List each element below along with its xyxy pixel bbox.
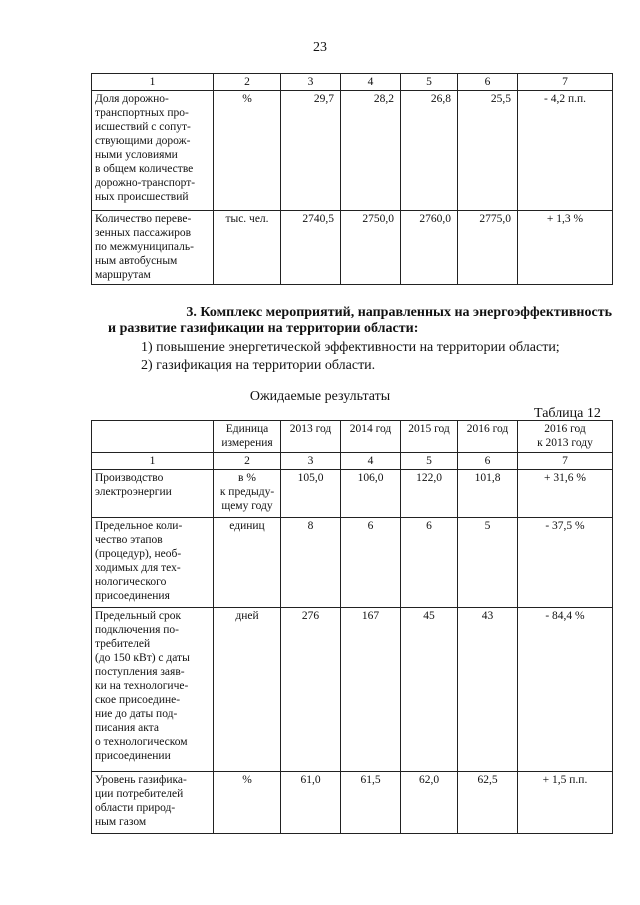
value-2013-cell: 61,0 (281, 772, 341, 834)
column-number-cell: 5 (401, 453, 458, 470)
value-2013-cell: 276 (281, 608, 341, 772)
value-2016-cell: 62,5 (458, 772, 518, 834)
indicator-name-cell: Предельное коли- чество этапов (процедур), необ- ходимых для тех- нологического присоединения (92, 518, 214, 608)
change-cell: + 31,6 % (518, 470, 613, 518)
value-2015-cell: 45 (401, 608, 458, 772)
value-2016-cell: 43 (458, 608, 518, 772)
change-cell: + 1,5 п.п. (518, 772, 613, 834)
indicator-name-cell: Предельный срок подключения по- требителей (до 150 кВт) с даты поступления заяв- ки на технологиче- ское присоедине- ние до даты под- писания акта о технологическом присоединении (92, 608, 214, 772)
column-number-cell: 7 (518, 453, 613, 470)
column-header-cell: 2016 год (458, 421, 518, 453)
unit-cell: единиц (214, 518, 281, 608)
value-2015-cell: 6 (401, 518, 458, 608)
table-header-row (92, 74, 613, 91)
column-number-cell: 1 (92, 74, 214, 91)
unit-cell: дней (214, 608, 281, 772)
value-2015-cell: 26,8 (401, 91, 458, 211)
value-2013-cell: 105,0 (281, 470, 341, 518)
change-cell: - 84,4 % (518, 608, 613, 772)
list-item: 2) газификация на территории области. (141, 358, 376, 373)
column-number-cell: 6 (458, 74, 518, 91)
table-row (92, 91, 613, 211)
table-label: Таблица 12 (534, 406, 601, 421)
value-2016-cell: 5 (458, 518, 518, 608)
column-number-cell: 3 (281, 453, 341, 470)
column-header-cell: 2015 год (401, 421, 458, 453)
column-number-cell: 7 (518, 74, 613, 91)
table-row (92, 772, 613, 834)
value-2015-cell: 2760,0 (401, 211, 458, 285)
page-number: 23 (313, 40, 327, 55)
value-2016-cell: 2775,0 (458, 211, 518, 285)
column-header-cell: 2013 год (281, 421, 341, 453)
value-2015-cell: 62,0 (401, 772, 458, 834)
expected-results-table (91, 420, 613, 834)
indicator-name-cell: Доля дорожно- транспортных про- исшествий с сопут- ствующими дорож- ными условиями в общем количестве дорожно-транспорт- ных происшествий (92, 91, 214, 211)
value-2014-cell: 106,0 (341, 470, 401, 518)
change-cell: - 4,2 п.п. (518, 91, 613, 211)
column-number-cell: 2 (214, 74, 281, 91)
unit-cell: в % к предыду- щему году (214, 470, 281, 518)
column-number-cell: 4 (341, 453, 401, 470)
column-header-cell (92, 421, 214, 453)
column-number-cell: 3 (281, 74, 341, 91)
column-number-cell: 2 (214, 453, 281, 470)
value-2016-cell: 25,5 (458, 91, 518, 211)
column-number-cell: 6 (458, 453, 518, 470)
section-heading-line2: и развитие газификации на территории области: (108, 321, 419, 336)
value-2014-cell: 167 (341, 608, 401, 772)
unit-cell: % (214, 91, 281, 211)
column-number-cell: 4 (341, 74, 401, 91)
column-header-cell: 2014 год (341, 421, 401, 453)
section-heading (90, 305, 620, 337)
section-heading-line1: 3. Комплекс мероприятий, направленных на энергоэффективность (186, 305, 612, 320)
column-header-cell: 2016 год к 2013 году (518, 421, 613, 453)
unit-cell: тыс. чел. (214, 211, 281, 285)
indicator-name-cell: Производство электроэнергии (92, 470, 214, 518)
indicator-name-cell: Количество переве- зенных пассажиров по межмуниципаль- ным автобусным маршрутам (92, 211, 214, 285)
list-item: 1) повышение энергетической эффективности на территории области; (141, 340, 560, 355)
value-2013-cell: 8 (281, 518, 341, 608)
table-row (92, 518, 613, 608)
indicators-table-continued (91, 73, 613, 285)
column-number-cell: 5 (401, 74, 458, 91)
column-header-cell: Единица измерения (214, 421, 281, 453)
value-2014-cell: 28,2 (341, 91, 401, 211)
value-2016-cell: 101,8 (458, 470, 518, 518)
value-2014-cell: 6 (341, 518, 401, 608)
value-2013-cell: 2740,5 (281, 211, 341, 285)
change-cell: + 1,3 % (518, 211, 613, 285)
table-number-row (92, 453, 613, 470)
table-row (92, 608, 613, 772)
value-2015-cell: 122,0 (401, 470, 458, 518)
value-2014-cell: 2750,0 (341, 211, 401, 285)
unit-cell: % (214, 772, 281, 834)
table-row (92, 470, 613, 518)
table-caption: Ожидаемые результаты (249, 389, 391, 404)
table-header-row (92, 421, 613, 453)
column-number-cell: 1 (92, 453, 214, 470)
change-cell: - 37,5 % (518, 518, 613, 608)
indicator-name-cell: Уровень газифика- ции потребителей области природ- ным газом (92, 772, 214, 834)
value-2014-cell: 61,5 (341, 772, 401, 834)
table-row (92, 211, 613, 285)
value-2013-cell: 29,7 (281, 91, 341, 211)
